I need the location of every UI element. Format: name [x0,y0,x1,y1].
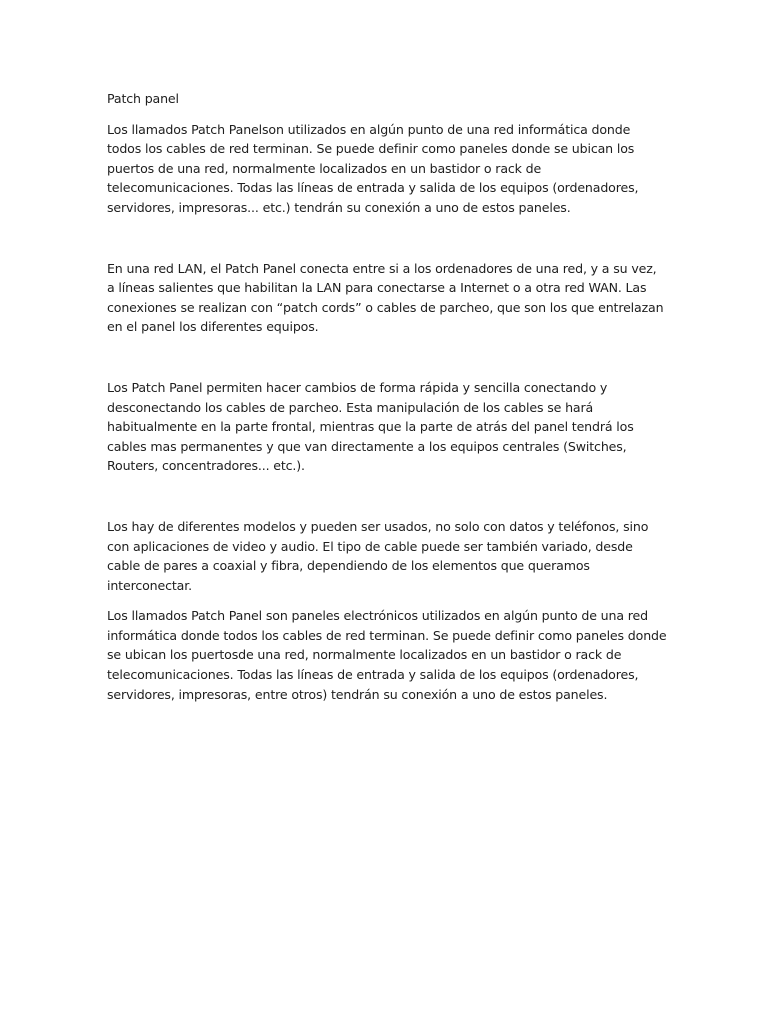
paragraph-spacer [107,487,667,517]
paragraph-4: Los hay de diferentes modelos y pueden ser usados, no solo con datos y teléfonos, sino con aplicaciones de video y audio. El tipo de cable puede ser también variado, desde cable de pares a coaxial y fibra, dependiendo de los elementos que queramos interconectar. [107,518,649,593]
document-title: Patch panel [107,91,179,106]
paragraph-1: Los llamados Patch Panelson utilizados en algún punto de una red informática donde todos los cables de red terminan. Se puede definir como paneles donde se ubican los puertos de una red, normalmente localizados en un bastidor o rack de telecomunicaciones. Todas las líneas de entrada y salida de los equipos (ordenadores, servidores, impresoras... etc.) tendrán su conexión a uno de estos paneles. [107,121,639,215]
paragraph-5: Los llamados Patch Panel son paneles electrónicos utilizados en algún punto de una red informática donde todos los cables de red terminan. Se puede definir como paneles donde se ubican los puertosde una red, normalmente localizados en un bastidor o rack de telecomunicaciones. Todas las líneas de entrada y salida de los equipos (ordenadores, servidores, impresoras, entre otros) tendrán su conexión a uno de estos paneles. [107,608,667,702]
document-body [107,89,667,715]
paragraph-spacer [107,348,667,378]
paragraph-spacer [107,229,667,259]
paragraph-2: En una red LAN, el Patch Panel conecta entre si a los ordenadores de una red, y a su vez, a líneas salientes que habilitan la LAN para conectarse a Internet o a otra red WAN. Las conexiones se realizan con “patch cords” o cables de parcheo, que son los que entrelazan en el panel los diferentes equipos. [107,260,664,335]
paragraph-3: Los Patch Panel permiten hacer cambios de forma rápida y sencilla conectando y desconectando los cables de parcheo. Esta manipulación de los cables se hará habitualmente en la parte frontal, mientras que la parte de atrás del panel tendrá los cables mas permanentes y que van directamente a los equipos centrales (Switches, Routers, concentradores... etc.). [107,379,634,474]
